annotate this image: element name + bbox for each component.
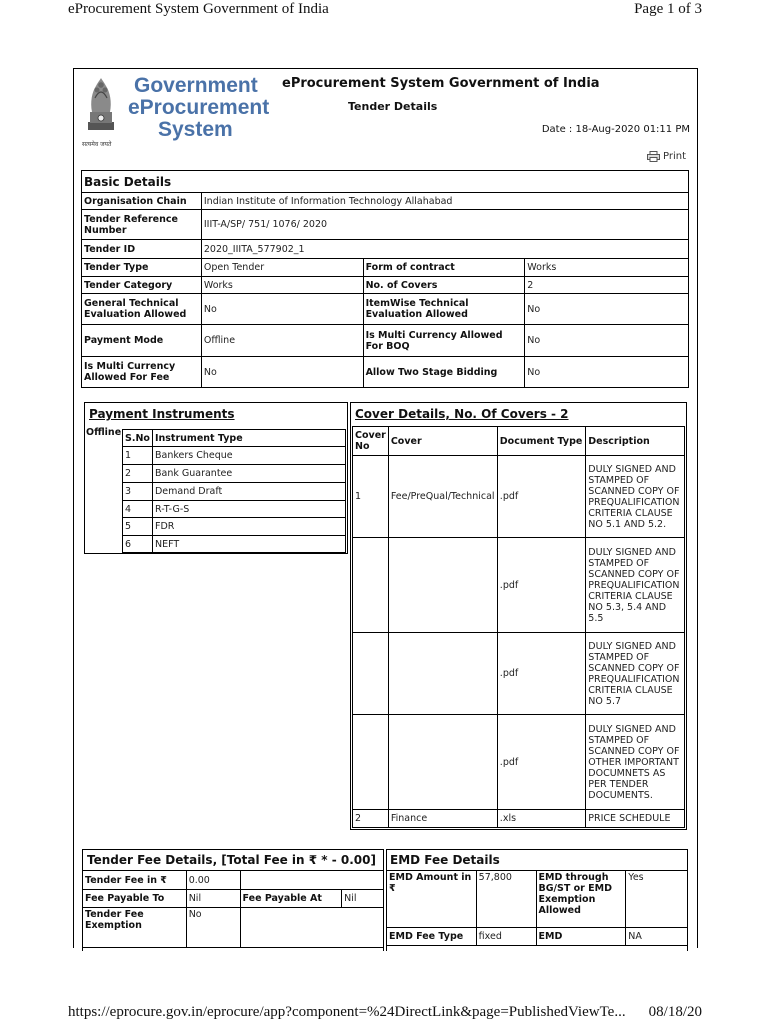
table-cell: NEFT [152, 536, 345, 553]
report-date: Date : 18-Aug-2020 01:11 PM [541, 124, 690, 135]
tender-id-value: 2020_IIITA_577902_1 [201, 240, 688, 259]
form-contract-label: Form of contract [363, 259, 525, 277]
tender-id-label: Tender ID [82, 240, 202, 259]
table-cell: 2 [353, 810, 389, 828]
payment-mode-tag: Offline [86, 427, 122, 438]
description-header: Description [586, 427, 685, 456]
print-footer-url: https://eprocure.gov.in/eprocure/app?component=%24DirectLink&page=PublishedViewTe... [68, 1004, 626, 1020]
table-cell [353, 633, 389, 715]
gte-label: General Technical Evaluation Allowed [82, 294, 202, 325]
table-cell: 6 [123, 536, 153, 553]
table-row [123, 536, 346, 553]
tender-type-label: Tender Type [82, 259, 202, 277]
table-cell: DULY SIGNED AND STAMPED OF SCANNED COPY OF PREQUALIFICATION CRITERIA CLAUSE NO 5.1 AND 5.2. [586, 456, 685, 538]
table-cell: R-T-G-S [152, 501, 345, 518]
instrument-type-header: Instrument Type [152, 430, 345, 447]
table-row [123, 501, 346, 518]
emd-bg-value: Yes [626, 871, 688, 928]
iwte-value: No [525, 294, 689, 325]
table-cell [388, 538, 497, 633]
fee-payable-at-label: Fee Payable At [240, 890, 342, 908]
multi-currency-fee-value: No [201, 357, 363, 388]
table-row [123, 447, 346, 465]
fee-payable-at-value: Nil [342, 890, 384, 908]
table-row [123, 483, 346, 501]
doc-type-header: Document Type [497, 427, 586, 456]
table-cell: Demand Draft [152, 483, 345, 501]
iwte-label: ItemWise Technical Evaluation Allowed [363, 294, 525, 325]
multi-currency-boq-label: Is Multi Currency Allowed For BOQ [363, 325, 525, 357]
logo-line-3: System [158, 118, 233, 141]
cover-details-table [352, 426, 685, 828]
print-link[interactable] [647, 151, 686, 162]
table-row [353, 715, 685, 810]
tender-fee-exemption-value: No [186, 908, 240, 948]
no-covers-value: 2 [525, 277, 689, 294]
logo-text [128, 74, 270, 141]
emd-pct-value: NA [626, 928, 688, 946]
tender-ref-label: Tender Reference Number [82, 210, 202, 240]
cover-header: Cover [388, 427, 497, 456]
org-chain-value: Indian Institute of Information Technology Allahabad [201, 193, 688, 210]
emd-amount-value: 57,800 [476, 871, 536, 928]
table-cell: .pdf [497, 538, 586, 633]
tender-fee-exemption-label: Tender Fee Exemption [83, 908, 187, 948]
basic-details-table [81, 170, 689, 388]
table-cell [353, 715, 389, 810]
table-row [353, 456, 685, 538]
table-row [123, 465, 346, 483]
table-row [353, 538, 685, 633]
two-stage-value: No [525, 357, 689, 388]
print-footer-date: 08/18/20 [648, 1004, 702, 1020]
multi-currency-fee-label: Is Multi Currency Allowed For Fee [82, 357, 202, 388]
table-cell: 2 [123, 465, 153, 483]
printer-icon [647, 151, 660, 162]
tender-type-value: Open Tender [201, 259, 363, 277]
table-cell: DULY SIGNED AND STAMPED OF SCANNED COPY OF PREQUALIFICATION CRITERIA CLAUSE NO 5.7 [586, 633, 685, 715]
fee-payable-to-label: Fee Payable To [83, 890, 187, 908]
print-header-title: eProcurement System Government of India [68, 1, 329, 17]
print-header [0, 0, 770, 24]
national-emblem-icon [78, 72, 124, 140]
sno-header: S.No [123, 430, 153, 447]
payment-instruments-table [122, 429, 346, 553]
logo-motto: सत्यमेव जयते [82, 141, 112, 148]
print-header-page: Page 1 of 3 [634, 1, 702, 17]
tender-fee-value: 0.00 [186, 871, 240, 890]
emd-type-label: EMD Fee Type [387, 928, 477, 946]
page-subtitle: Tender Details [348, 100, 438, 113]
cover-no-header: Cover No [353, 427, 389, 456]
emd-bg-label: EMD through BG/ST or EMD Exemption Allowed [536, 871, 626, 928]
logo-line-1: Government [134, 74, 258, 97]
org-chain-label: Organisation Chain [82, 193, 202, 210]
table-cell [353, 538, 389, 633]
logo-line-2: eProcurement [128, 96, 270, 119]
form-contract-value: Works [525, 259, 689, 277]
emd-type-value: fixed [476, 928, 536, 946]
emd-table [386, 870, 688, 946]
table-cell: Finance [388, 810, 497, 828]
table-cell: 1 [123, 447, 153, 465]
tender-category-value: Works [201, 277, 363, 294]
table-cell: .pdf [497, 633, 586, 715]
table-row [123, 518, 346, 536]
table-cell [388, 633, 497, 715]
table-cell: Bankers Cheque [152, 447, 345, 465]
emd-pct-label: EMD [536, 928, 626, 946]
table-cell: 5 [123, 518, 153, 536]
tender-fee-heading: Tender Fee Details, [Total Fee in ₹ * - 0.00] [87, 853, 376, 867]
table-row [353, 633, 685, 715]
table-cell [388, 715, 497, 810]
basic-details-heading: Basic Details [82, 171, 689, 193]
tender-category-label: Tender Category [82, 277, 202, 294]
table-cell: 1 [353, 456, 389, 538]
table-cell: .pdf [497, 456, 586, 538]
tender-fee-label: Tender Fee in ₹ [83, 871, 187, 890]
tender-ref-value: IIIT-A/SP/ 751/ 1076/ 2020 [201, 210, 688, 240]
no-covers-label: No. of Covers [363, 277, 525, 294]
table-row [353, 810, 685, 828]
two-stage-label: Allow Two Stage Bidding [363, 357, 525, 388]
table-cell: .xls [497, 810, 586, 828]
cover-details-heading: Cover Details, No. Of Covers - 2 [355, 407, 569, 421]
table-cell: Fee/PreQual/Technical [388, 456, 497, 538]
table-cell: Bank Guarantee [152, 465, 345, 483]
table-cell: .pdf [497, 715, 586, 810]
table-cell: 4 [123, 501, 153, 518]
table-cell: DULY SIGNED AND STAMPED OF SCANNED COPY OF PREQUALIFICATION CRITERIA CLAUSE NO 5.3, 5.4 AND 5.5 [586, 538, 685, 633]
payment-mode-label: Payment Mode [82, 325, 202, 357]
payment-mode-value: Offline [201, 325, 363, 357]
emd-amount-label: EMD Amount in ₹ [387, 871, 477, 928]
multi-currency-boq-value: No [525, 325, 689, 357]
table-cell: 3 [123, 483, 153, 501]
page-title: eProcurement System Government of India [282, 76, 600, 91]
tender-fee-table [82, 870, 384, 948]
table-cell: PRICE SCHEDULE [586, 810, 685, 828]
fee-payable-to-value: Nil [186, 890, 240, 908]
table-cell: DULY SIGNED AND STAMPED OF SCANNED COPY OF OTHER IMPORTANT DOCUMNETS AS PER TENDER DOCUMENTS. [586, 715, 685, 810]
print-label: Print [662, 151, 686, 162]
payment-instruments-heading: Payment Instruments [89, 407, 235, 421]
table-cell: FDR [152, 518, 345, 536]
gte-value: No [201, 294, 363, 325]
emd-heading: EMD Fee Details [390, 853, 500, 867]
